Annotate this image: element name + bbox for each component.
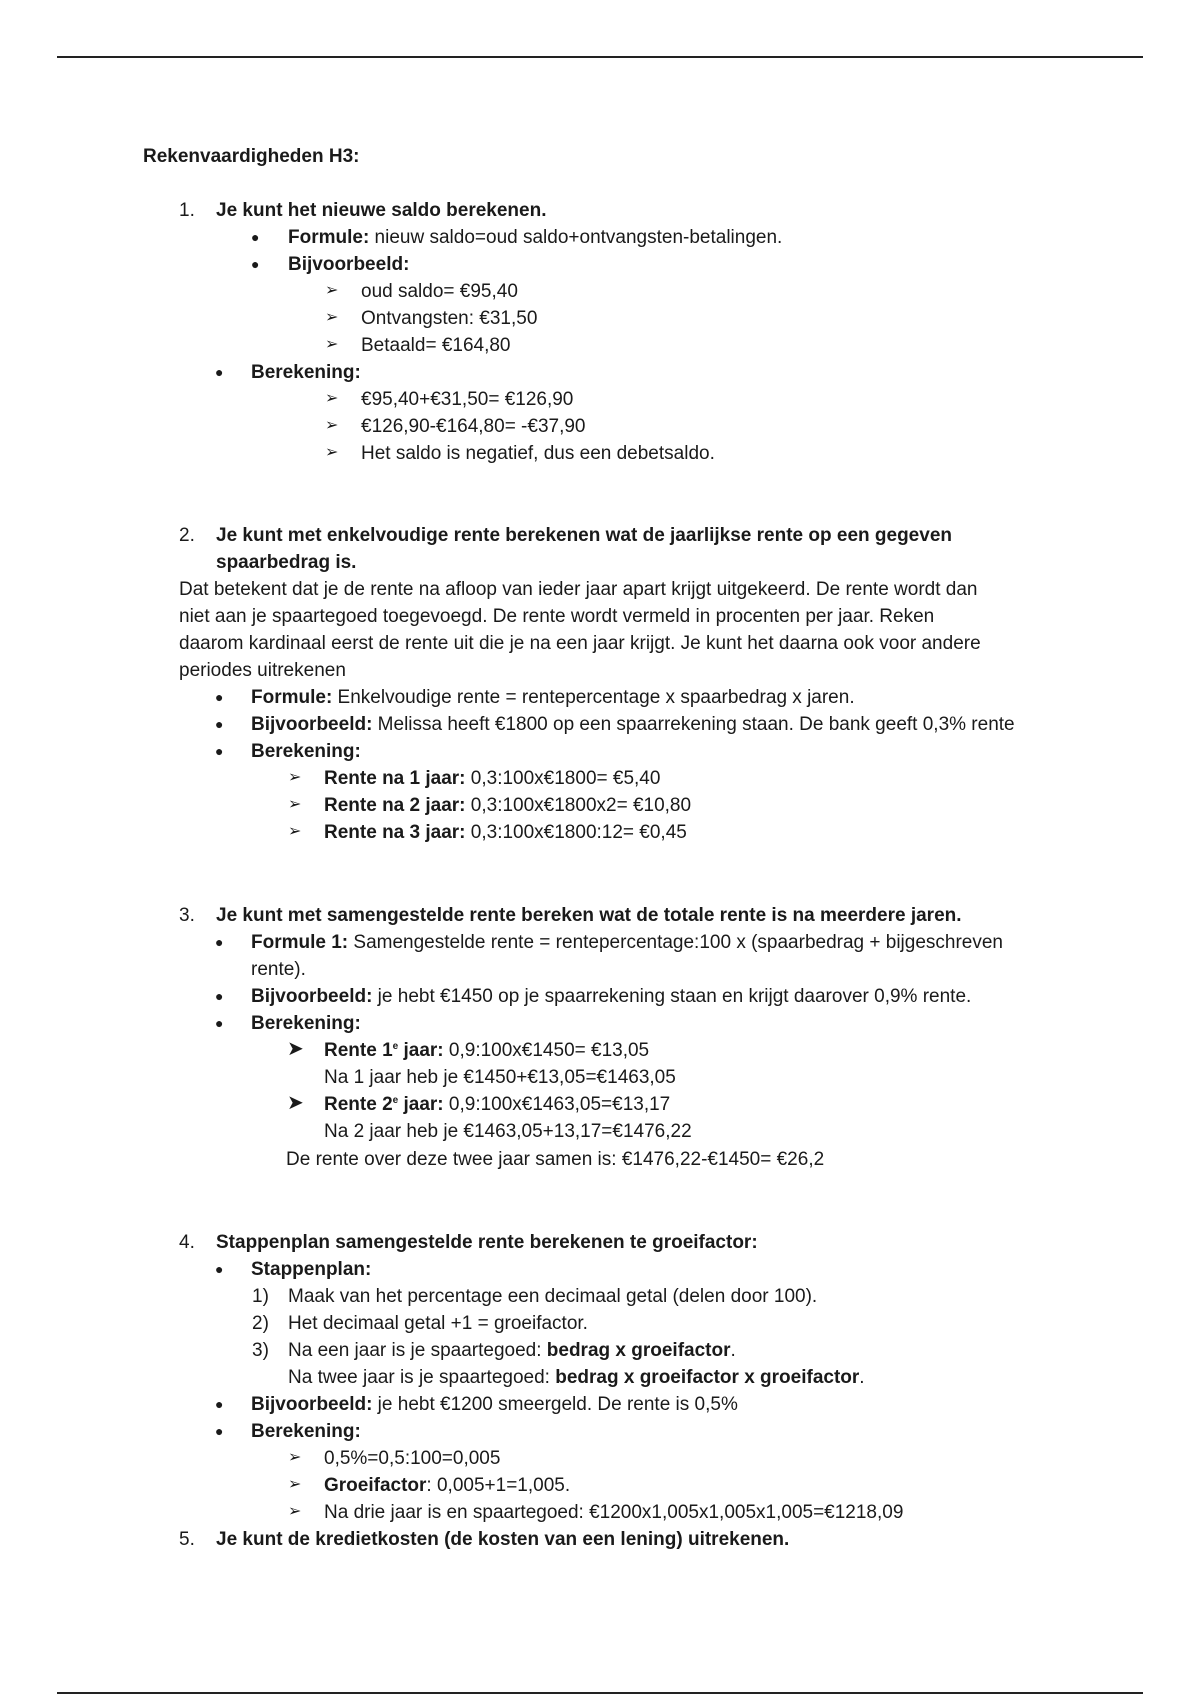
- bullet-icon: ●: [215, 716, 224, 732]
- s4-step: Na een jaar is je spaartegoed: bedrag x groeifactor.: [288, 1340, 736, 1361]
- s3-rente-2: Rente 2e jaar: 0,9:100x€1463,05=€13,17: [324, 1094, 671, 1115]
- bullet-icon: ●: [215, 689, 224, 705]
- section-2-heading-cont: spaarbedrag is.: [216, 552, 357, 573]
- section-2-number: 2.: [179, 525, 195, 546]
- s2-voorbeeld: Bijvoorbeeld: Melissa heeft €1800 op een spaarrekening staan. De bank geeft 0,3% rente: [251, 714, 1015, 735]
- s2-berekening-label: Berekening:: [251, 741, 361, 762]
- s4-berekening-item: 0,5%=0,5:100=0,005: [324, 1448, 501, 1469]
- arrow-icon: ➢: [325, 390, 339, 407]
- s4-berekening-item: Na drie jaar is en spaartegoed: €1200x1,005x1,005x1,005=€1218,09: [324, 1502, 904, 1523]
- section-3-heading: Je kunt met samengestelde rente bereken wat de totale rente is na meerdere jaren.: [216, 905, 962, 926]
- section-1-number: 1.: [179, 200, 195, 221]
- s1-formule: Formule: nieuw saldo=oud saldo+ontvangsten-betalingen.: [288, 227, 783, 248]
- s3-rente-2-sub: Na 2 jaar heb je €1463,05+13,17=€1476,22: [324, 1121, 692, 1142]
- s4-voorbeeld: Bijvoorbeeld: je hebt €1200 smeergeld. De rente is 0,5%: [251, 1394, 738, 1415]
- s1-voorbeeld-item: Ontvangsten: €31,50: [361, 308, 538, 329]
- bullet-icon: ●: [215, 364, 224, 380]
- bullet-icon: ●: [215, 743, 224, 759]
- bullet-icon: ●: [215, 1423, 224, 1439]
- s3-rente-1-sub: Na 1 jaar heb je €1450+€13,05=€1463,05: [324, 1067, 676, 1088]
- section-1-heading: Je kunt het nieuwe saldo berekenen.: [216, 200, 547, 221]
- arrow-icon: ➢: [288, 796, 302, 813]
- bullet-icon: ●: [215, 1396, 224, 1412]
- bullet-icon: ●: [215, 1015, 224, 1031]
- bullet-icon: ●: [251, 256, 260, 272]
- s3-rente-1: Rente 1e jaar: 0,9:100x€1450= €13,05: [324, 1040, 650, 1061]
- section-5-number: 5.: [179, 1529, 195, 1550]
- section-4-heading: Stappenplan samengestelde rente berekenen te groeifactor:: [216, 1232, 758, 1253]
- bullet-icon: ●: [215, 934, 224, 950]
- arrow-icon: ➢: [325, 417, 339, 434]
- section-4-number: 4.: [179, 1232, 195, 1253]
- bullet-icon: ●: [215, 1261, 224, 1277]
- s1-berekening-label: Berekening:: [251, 362, 361, 383]
- s3-formule-cont: rente).: [251, 959, 306, 980]
- arrow-icon: ➢: [325, 444, 339, 461]
- bottom-rule: [57, 1692, 1143, 1694]
- arrow-icon: ➢: [325, 309, 339, 326]
- arrow-icon: ➤: [287, 1038, 304, 1060]
- s3-berekening-label: Berekening:: [251, 1013, 361, 1034]
- s1-berekening-item: €126,90-€164,80= -€37,90: [361, 416, 586, 437]
- s4-step-number: 1): [252, 1286, 269, 1307]
- arrow-icon: ➢: [325, 336, 339, 353]
- arrow-icon: ➢: [288, 769, 302, 786]
- arrow-icon: ➤: [287, 1092, 304, 1114]
- s2-berekening-item: Rente na 3 jaar: 0,3:100x€1800:12= €0,45: [324, 822, 687, 843]
- s4-step-number: 3): [252, 1340, 269, 1361]
- section-2-heading: Je kunt met enkelvoudige rente berekenen wat de jaarlijkse rente op een gegeven: [216, 525, 952, 546]
- arrow-icon: ➢: [288, 1476, 302, 1493]
- s1-voorbeeld-label: Bijvoorbeeld:: [288, 254, 410, 275]
- s1-berekening-item: Het saldo is negatief, dus een debetsaldo.: [361, 443, 715, 464]
- s4-berekening-label: Berekening:: [251, 1421, 361, 1442]
- s2-berekening-item: Rente na 2 jaar: 0,3:100x€1800x2= €10,80: [324, 795, 692, 816]
- s4-step-number: 2): [252, 1313, 269, 1334]
- arrow-icon: ➢: [288, 1449, 302, 1466]
- arrow-icon: ➢: [288, 823, 302, 840]
- arrow-icon: ➢: [325, 282, 339, 299]
- s2-berekening-item: Rente na 1 jaar: 0,3:100x€1800= €5,40: [324, 768, 661, 789]
- arrow-icon: ➢: [288, 1503, 302, 1520]
- s4-stappenplan-label: Stappenplan:: [251, 1259, 372, 1280]
- s1-voorbeeld-item: Betaald= €164,80: [361, 335, 511, 356]
- s2-paragraph-line: daarom kardinaal eerst de rente uit die je na een jaar krijgt. Je kunt het daarna ook voor andere: [179, 633, 981, 654]
- s3-formule: Formule 1: Samengestelde rente = rentepercentage:100 x (spaarbedrag + bijgeschreven: [251, 932, 1004, 953]
- bullet-icon: ●: [215, 988, 224, 1004]
- top-rule: [57, 56, 1143, 58]
- s1-berekening-item: €95,40+€31,50= €126,90: [361, 389, 574, 410]
- s4-step-cont: Na twee jaar is je spaartegoed: bedrag x groeifactor x groeifactor.: [288, 1367, 865, 1388]
- section-5-heading: Je kunt de kredietkosten (de kosten van een lening) uitrekenen.: [216, 1529, 790, 1550]
- s4-step: Het decimaal getal +1 = groeifactor.: [288, 1313, 588, 1334]
- section-3-number: 3.: [179, 905, 195, 926]
- document-title: Rekenvaardigheden H3:: [143, 146, 360, 167]
- s2-formule: Formule: Enkelvoudige rente = rentepercentage x spaarbedrag x jaren.: [251, 687, 855, 708]
- s2-paragraph-line: niet aan je spaartegoed toegevoegd. De rente wordt vermeld in procenten per jaar. Reken: [179, 606, 935, 627]
- s3-conclusion: De rente over deze twee jaar samen is: €1476,22-€1450= €26,2: [286, 1149, 825, 1170]
- s2-paragraph-line: Dat betekent dat je de rente na afloop van ieder jaar apart krijgt uitgekeerd. De rente wordt dan: [179, 579, 978, 600]
- s4-step: Maak van het percentage een decimaal getal (delen door 100).: [288, 1286, 818, 1307]
- s4-berekening-item: Groeifactor: 0,005+1=1,005.: [324, 1475, 571, 1496]
- s2-paragraph-line: periodes uitrekenen: [179, 660, 346, 681]
- s1-voorbeeld-item: oud saldo= €95,40: [361, 281, 518, 302]
- s3-voorbeeld: Bijvoorbeeld: je hebt €1450 op je spaarrekening staan en krijgt daarover 0,9% rente.: [251, 986, 972, 1007]
- bullet-icon: ●: [251, 229, 260, 245]
